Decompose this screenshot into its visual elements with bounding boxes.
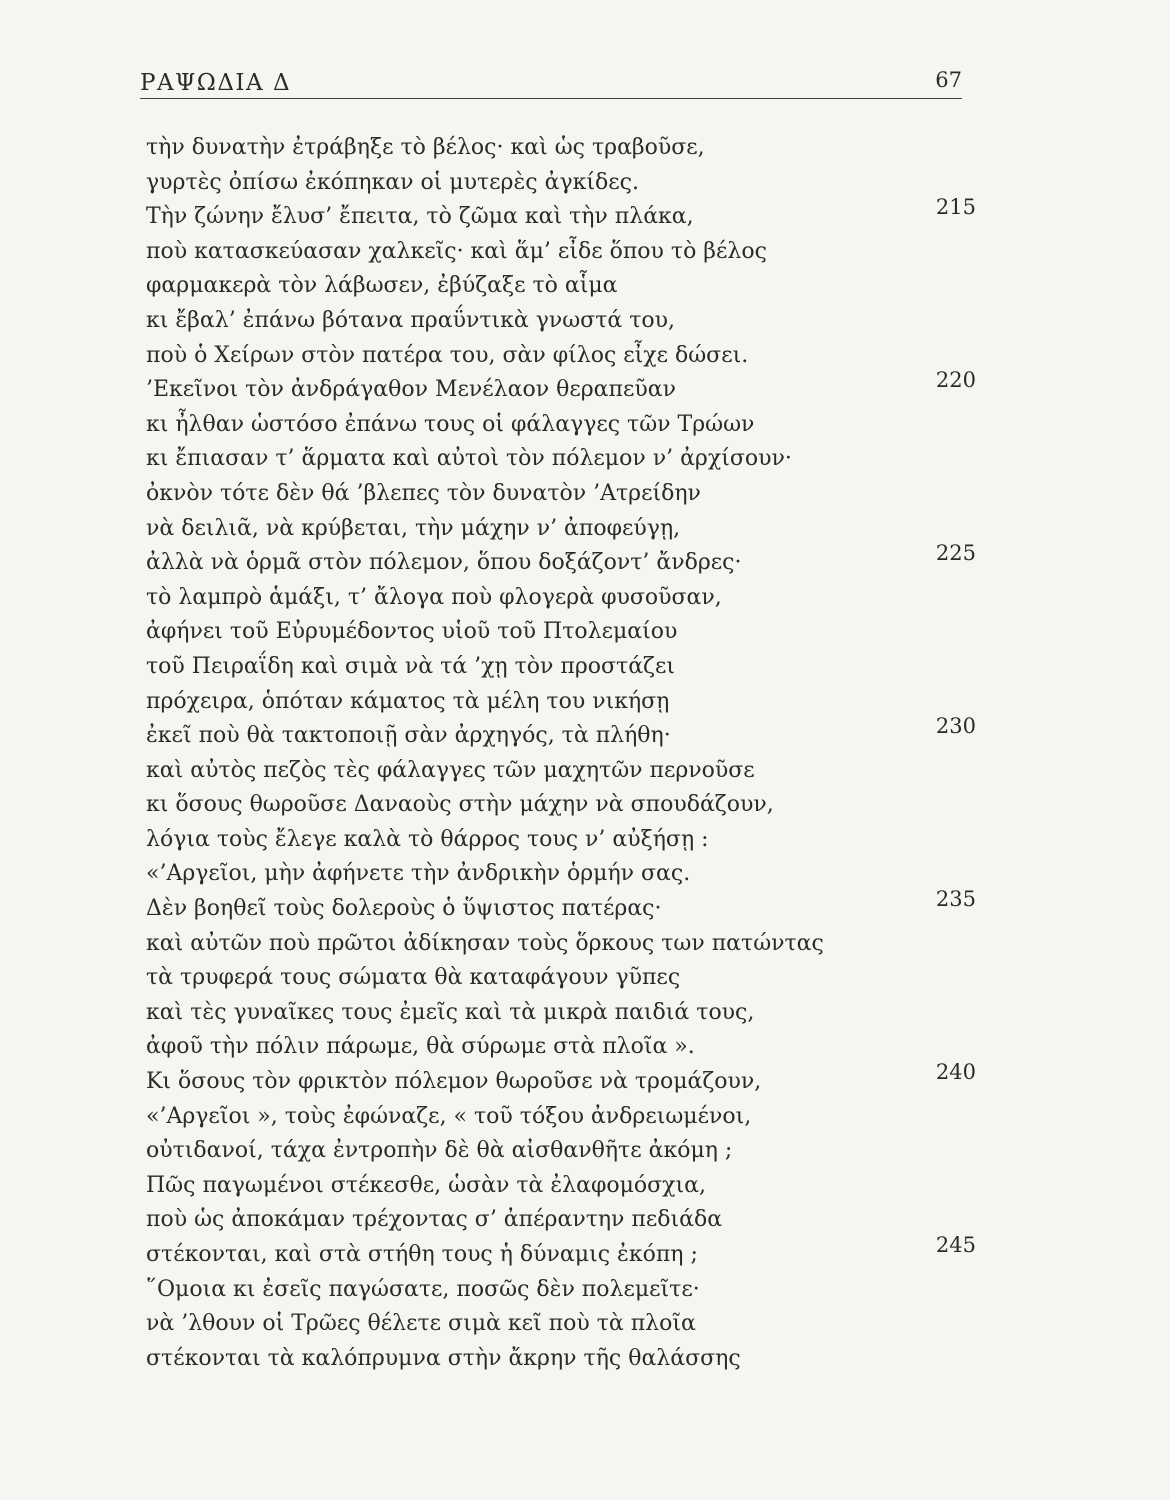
verse-text: τὴν δυνατὴν ἐτράβηξε τὸ βέλος· καὶ ὡς τραβοῦσε,: [146, 135, 705, 160]
verse-line: [146, 996, 976, 1031]
verse-text: στέκονται, καὶ στὰ στήθη τους ἡ δύναμις ἐκόπη ;: [146, 1242, 698, 1267]
verse-line: [146, 788, 976, 823]
verse-line: [146, 823, 976, 858]
verse-text: οὐτιδανοί, τάχα ἐντροπὴν δὲ θὰ αἰσθανθῆτε ἀκόμη ;: [146, 1138, 733, 1164]
verse-text: καὶ αὐτὸς πεζὸς τὲς φάλαγγες τῶν μαχητῶν περνοῦσε: [146, 757, 755, 783]
chapter-title: ΡΑΨΩΔΙΑ Δ: [140, 70, 292, 96]
verse-text: ποὺ ὡς ἀποκάμαν τρέχοντας σ’ ἀπέραντην πεδιάδα: [146, 1207, 723, 1233]
line-number: 215: [935, 195, 976, 220]
verse-text: κι ἦλθαν ὡστόσο ἐπάνω τους οἱ φάλαγγες τῶν Τρώων: [146, 411, 755, 437]
line-number: 235: [935, 887, 976, 912]
verse-text: λόγια τοὺς ἔλεγε καλὰ τὸ θάρρος τους ν’ αὐξήσῃ :: [146, 826, 709, 852]
header-rule: [140, 98, 962, 99]
verse-text: κι ἔπιασαν τ’ ἅρματα καὶ αὐτοὶ τὸν πόλεμον ν’ ἀρχίσουν·: [146, 446, 792, 472]
verse-text: τὰ τρυφερά τους σώματα θὰ καταφάγουν γῦπες: [146, 965, 681, 991]
line-number: 225: [935, 541, 976, 566]
verse-line: [146, 961, 976, 996]
verse-line: [146, 408, 976, 443]
verse-line: [146, 650, 976, 685]
verse-text: τοῦ Πειραΐδη καὶ σιμὰ νὰ τά ’χῃ τὸν προστάζει: [146, 653, 675, 679]
verse-text: ’Εκεῖνοι τὸν ἀνδράγαθον Μενέλαον θεραπεῦαν: [146, 377, 676, 403]
verse-text: ὀκνὸν τότε δὲν θά ’βλεπες τὸν δυνατὸν ’Ατρείδην: [146, 480, 701, 506]
verse-text: νὰ δειλιᾶ, νὰ κρύβεται, τὴν μάχην ν’ ἀποφεύγῃ,: [146, 515, 681, 541]
verse-line: [146, 1273, 976, 1308]
verse-text: ἐκεῖ ποὺ θὰ τακτοποιῇ σὰν ἀρχηγός, τὰ πλήθη·: [146, 723, 671, 749]
verse-line: [146, 339, 976, 374]
verse-text: καὶ αὐτῶν ποὺ πρῶτοι ἀδίκησαν τοὺς ὅρκους των πατώντας: [146, 930, 824, 956]
verse-line: [146, 1307, 976, 1342]
verse-line: [146, 166, 976, 201]
verse-line: [146, 1100, 976, 1135]
verse-line: [146, 1203, 976, 1238]
verse-text: στέκονται τὰ καλόπρυμνα στὴν ἄκρην τῆς θαλάσσης: [146, 1345, 741, 1371]
verse-line: [146, 685, 976, 720]
verse-text: ἀφοῦ τὴν πόλιν πάρωμε, θὰ σύρωμε στὰ πλοῖα ».: [146, 1034, 695, 1060]
verse-line: [146, 269, 976, 304]
verse-line: [146, 477, 976, 512]
verse-text: ποὺ ὁ Χείρων στὸν πατέρα του, σὰν φίλος εἶχε δώσει.: [146, 342, 749, 368]
verse-text: Δὲν βοηθεῖ τοὺς δολεροὺς ὁ ὕψιστος πατέρας·: [146, 896, 662, 922]
verse-text: πρόχειρα, ὁπόταν κάματος τὰ μέλη του νικήσῃ: [146, 688, 670, 714]
line-number: 240: [935, 1060, 976, 1085]
verse-text: φαρμακερὰ τὸν λάβωσεν, ἐβύζαξε τὸ αἷμα: [146, 273, 618, 299]
verse-line: [146, 1342, 976, 1377]
verse-text: τὸ λαμπρὸ ἁμάξι, τ’ ἄλογα ποὺ φλογερὰ φυσοῦσαν,: [146, 584, 722, 610]
verse-line: [146, 714, 976, 754]
verse-text: Τὴν ζώνην ἔλυσ’ ἔπειτα, τὸ ζῶμα καὶ τὴν πλάκα,: [146, 204, 694, 230]
verse-text: νὰ ’λθουν οἱ Τρῶες θέλετε σιμὰ κεῖ ποὺ τὰ πλοῖα: [146, 1311, 696, 1337]
verse-line: [146, 368, 976, 408]
verse-text: γυρτὲς ὀπίσω ἐκόπηκαν οἱ μυτερὲς ἀγκίδες.: [146, 169, 639, 195]
verse-text: «’Αργεῖοι, μὴν ἀφήνετε τὴν ἀνδρικὴν ὁρμήν σας.: [146, 861, 691, 887]
verse-text: «’Αργεῖοι », τοὺς ἐφώναζε, « τοῦ τόξου ἀνδρειωμένοι,: [146, 1103, 752, 1129]
verse-line: [146, 754, 976, 789]
verse-text: κι ἔβαλ’ ἐπάνω βότανα πραΰντικὰ γνωστά του,: [146, 307, 675, 333]
verse-line: [146, 857, 976, 892]
verse-line: [146, 131, 976, 166]
verse-line: [146, 1134, 976, 1169]
verse-line: [146, 615, 976, 650]
verse-text: καὶ τὲς γυναῖκες τους ἐμεῖς καὶ τὰ μικρὰ παιδιά τους,: [146, 999, 755, 1025]
verse-line: [146, 1030, 976, 1065]
verse-text: ῞Ομοια κι ἐσεῖς παγώσατε, ποσῶς δὲν πολεμεῖτε·: [146, 1276, 700, 1302]
page-number: 67: [935, 68, 962, 92]
verse-line: [146, 1233, 976, 1273]
line-number: 230: [935, 714, 976, 739]
verse-text: κι ὅσους θωροῦσε Δαναοὺς στὴν μάχην νὰ σπουδάζουν,: [146, 792, 774, 818]
verse-line: [146, 235, 976, 270]
verse-line: [146, 195, 976, 235]
verse-text: ποὺ κατασκεύασαν χαλκεῖς· καὶ ἅμ’ εἶδε ὅπου τὸ βέλος: [146, 238, 767, 264]
verse-line: [146, 887, 976, 927]
verse-block: [146, 131, 976, 1376]
running-head: [140, 62, 962, 102]
verse-line: [146, 541, 976, 581]
line-number: 220: [935, 368, 976, 393]
verse-text: Πῶς παγωμένοι στέκεσθε, ὡσὰν τὰ ἐλαφομόσχια,: [146, 1172, 706, 1198]
verse-text: Κι ὅσους τὸν φρικτὸν πόλεμον θωροῦσε νὰ τρομάζουν,: [146, 1069, 762, 1095]
verse-line: [146, 581, 976, 616]
verse-line: [146, 1169, 976, 1204]
verse-text: ἀλλὰ νὰ ὁρμᾶ στὸν πόλεμον, ὅπου δοξάζοντ’ ἄνδρες·: [146, 550, 742, 576]
verse-line: [146, 512, 976, 547]
verse-line: [146, 442, 976, 477]
verse-line: [146, 1060, 976, 1100]
verse-line: [146, 304, 976, 339]
verse-line: [146, 927, 976, 962]
line-number: 245: [935, 1233, 976, 1257]
verse-text: ἀφήνει τοῦ Εὐρυμέδοντος υἱοῦ τοῦ Πτολεμαίου: [146, 619, 678, 645]
